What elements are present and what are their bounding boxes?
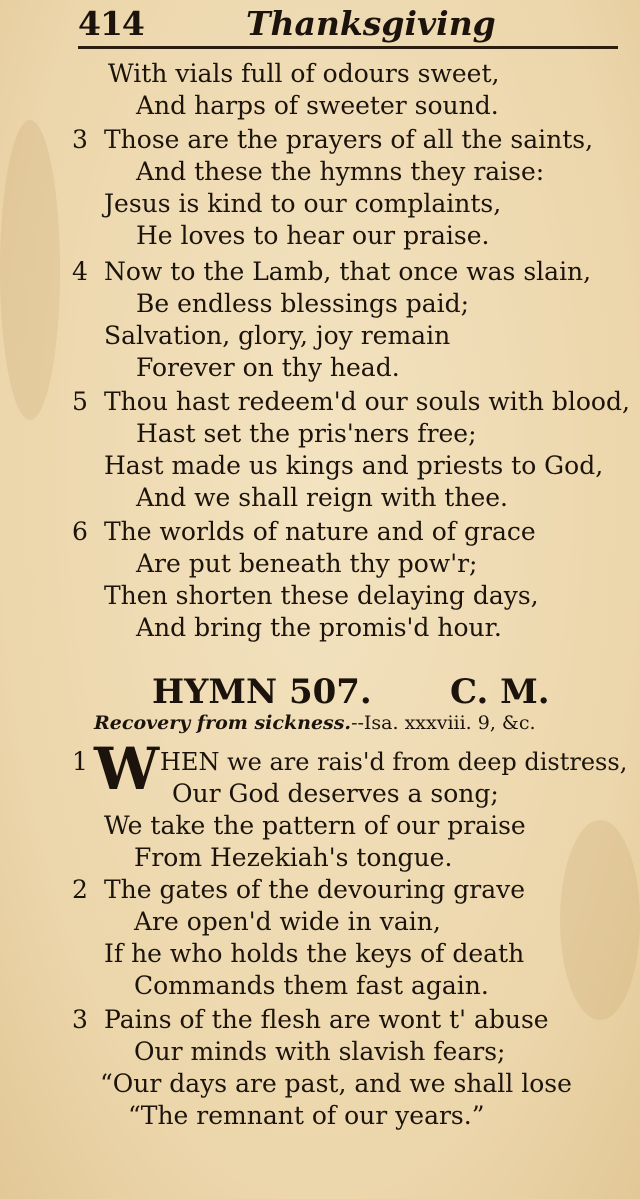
hymn-subtitle: [94, 712, 536, 734]
paper-stain: [560, 820, 640, 1020]
stanza-number: 3: [72, 1005, 88, 1034]
drop-cap: W: [94, 735, 160, 803]
stanza-number: 2: [72, 875, 88, 904]
verse-line: Our God deserves a song;: [172, 779, 499, 808]
verse-line: “Our days are past, and we shall lose: [100, 1069, 572, 1098]
verse-line: If he who holds the keys of death: [104, 939, 525, 968]
verse-line: Now to the Lamb, that once was slain,: [104, 257, 592, 286]
verse-line: Are open'd wide in vain,: [134, 907, 441, 936]
verse-line: Hast made us kings and priests to God,: [104, 451, 604, 480]
verse-line: Our minds with slavish fears;: [134, 1037, 506, 1066]
paper-stain: [0, 120, 60, 420]
stanza-number: 6: [72, 517, 88, 546]
verse-line: “The remnant of our years.”: [128, 1101, 485, 1130]
hymn-meter: C. M.: [450, 672, 550, 712]
stanza-number: 3: [72, 125, 88, 154]
verse-line: Commands them fast again.: [134, 971, 489, 1000]
verse-line: And harps of sweeter sound.: [136, 91, 499, 120]
verse-line: Those are the prayers of all the saints,: [104, 125, 594, 154]
page-number: 414: [78, 4, 144, 43]
verse-line: The gates of the devouring grave: [104, 875, 526, 904]
verse-line: Then shorten these delaying days,: [104, 581, 539, 610]
page-header: [78, 4, 618, 48]
hymn-title: HYMN 507.: [152, 672, 372, 712]
verse-line: Hast set the pris'ners free;: [136, 419, 477, 448]
verse-line: Jesus is kind to our complaints,: [104, 189, 502, 218]
verse-line: And we shall reign with thee.: [136, 483, 508, 512]
running-title: Thanksgiving: [246, 4, 496, 43]
verse-line: Be endless blessings paid;: [136, 289, 470, 318]
header-rule: [78, 46, 618, 49]
verse-line: We take the pattern of our praise: [104, 811, 526, 840]
verse-line: From Hezekiah's tongue.: [134, 843, 453, 872]
verse-line: HEN we are rais'd from deep distress,: [160, 748, 628, 776]
verse-line: Thou hast redeem'd our souls with blood,: [104, 387, 630, 416]
verse-line: And bring the promis'd hour.: [136, 613, 502, 642]
verse-line: Are put beneath thy pow'r;: [136, 549, 478, 578]
verse-line: The worlds of nature and of grace: [104, 517, 536, 546]
verse-line: Salvation, glory, joy remain: [104, 321, 451, 350]
stanza-number: 4: [72, 257, 88, 286]
verse-line: Forever on thy head.: [136, 353, 400, 382]
verse-line: And these the hymns they raise:: [136, 157, 545, 186]
hymn-subtitle-italic: Recovery from sickness.: [94, 712, 352, 734]
stanza-number: 1: [72, 747, 88, 776]
verse-line: With vials full of odours sweet,: [108, 59, 500, 88]
stanza-number: 5: [72, 387, 88, 416]
verse-line: He loves to hear our praise.: [136, 221, 490, 250]
verse-line: Pains of the flesh are wont t' abuse: [104, 1005, 549, 1034]
hymn-subtitle-ref: --Isa. xxxviii. 9, &c.: [351, 712, 536, 734]
